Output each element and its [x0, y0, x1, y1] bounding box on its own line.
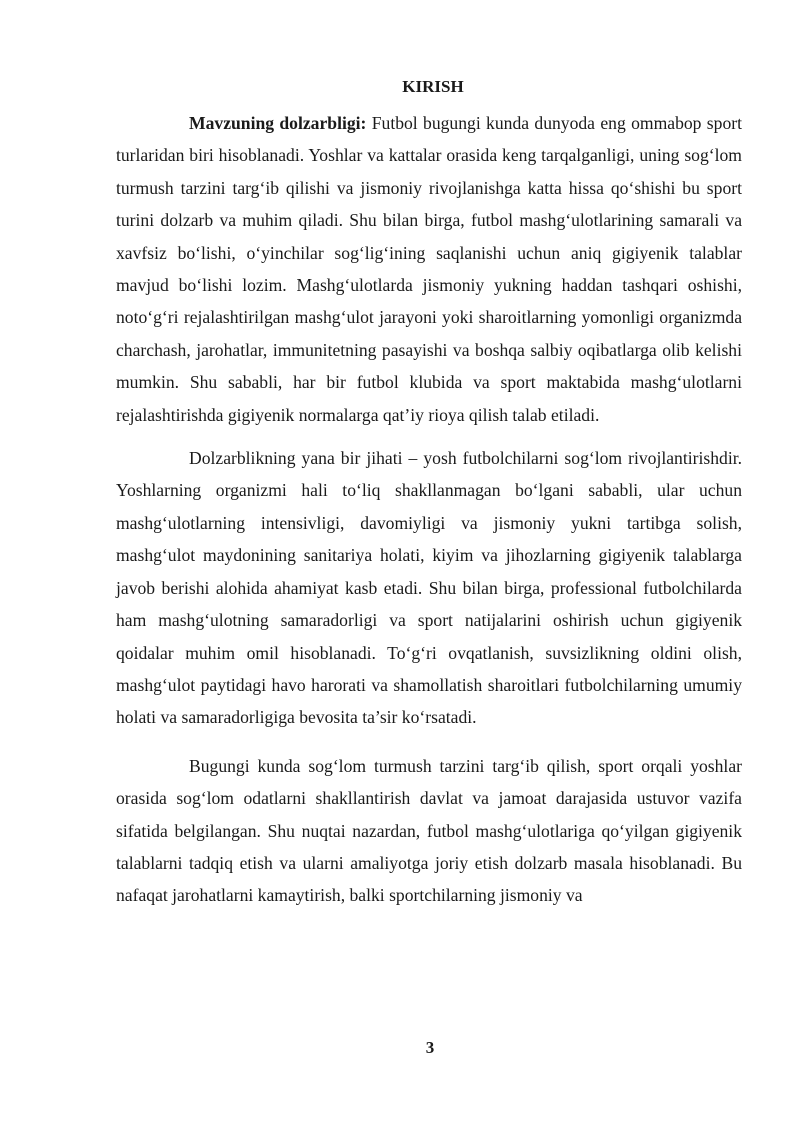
paragraph-relevance	[116, 107, 742, 431]
section-heading: KIRISH	[402, 77, 464, 96]
paragraph-text: Futbol bugungi kunda dunyoda eng ommabop sport turlaridan biri hisoblanadi. Yoshlar va kattalar orasida keng tarqalganligi, uning sog‘lom turmush tarzini targ‘ib qilishi va jismoniy rivojlanishga katta hissa qo‘shishi bu sport turini dolzarb va muhim qiladi. Shu bilan birga, futbol mashg‘ulotlarining samarali va xavfsiz bo‘lishi, o‘yinchilar sog‘lig‘ining saqlanishi uchun aniq gigiyenik talablar mavjud bo‘lishi lozim. Mashg‘ulotlarda jismoniy yukning haddan tashqari oshishi, noto‘g‘ri rejalashtirilgan mashg‘ulot jarayoni yoki sharoitlarning yomonligi organizmda charchash, jarohatlar, immunitetning pasayishi va boshqa salbiy oqibatlarga olib kelishi mumkin. Shu sababli, har bir futbol klubida va sport maktabida mashg‘ulotlarni rejalashtirishda gigiyenik normalarga qat’iy rioya qilish talab etiladi.	[116, 113, 742, 425]
page-body	[116, 72, 742, 912]
paragraph-youth-development: Dolzarblikning yana bir jihati – yosh futbolchilarni sog‘lom rivojlantirishdir. Yoshlarning organizmi hali to‘liq shakllanmagan bo‘lgani sababli, ular uchun mashg‘ulotlarning intensivligi, davomiyligi va jismoniy yukni tartibga solish, mashg‘ulot maydonining sanitariya holati, kiyim va jihozlarning gigiyenik talablarga javob berishi alohida ahamiyat kasb etadi. Shu bilan birga, professional futbolchilarda ham mashg‘ulotning samaradorligi va sport natijalarini oshirish uchun gigiyenik qoidalar muhim omil hisoblanadi. To‘g‘ri ovqatlanish, suvsizlikning oldini olish, mashg‘ulot paytidagi havo harorati va shamollatish sharoitlari futbolchilarning umumiy holati va samaradorligiga bevosita ta’sir ko‘rsatadi.	[116, 448, 742, 728]
page-number: 3	[425, 1038, 435, 1057]
paragraph-lead: Mavzuning dolzarbligi:	[189, 113, 367, 133]
paragraph-healthy-lifestyle: Bugungi kunda sog‘lom turmush tarzini targ‘ib qilish, sport orqali yoshlar orasida sog‘lom odatlarni shakllantirish davlat va jamoat darajasida ustuvor vazifa sifatida belgilangan. Shu nuqtai nazardan, futbol mashg‘ulotlariga qo‘yilgan gigiyenik talablarni tadqiq etish va ularni amaliyotga joriy etish dolzarb masala hisoblanadi. Bu nafaqat jarohatlarni kamaytirish, balki sportchilarning jismoniy va	[116, 755, 742, 906]
